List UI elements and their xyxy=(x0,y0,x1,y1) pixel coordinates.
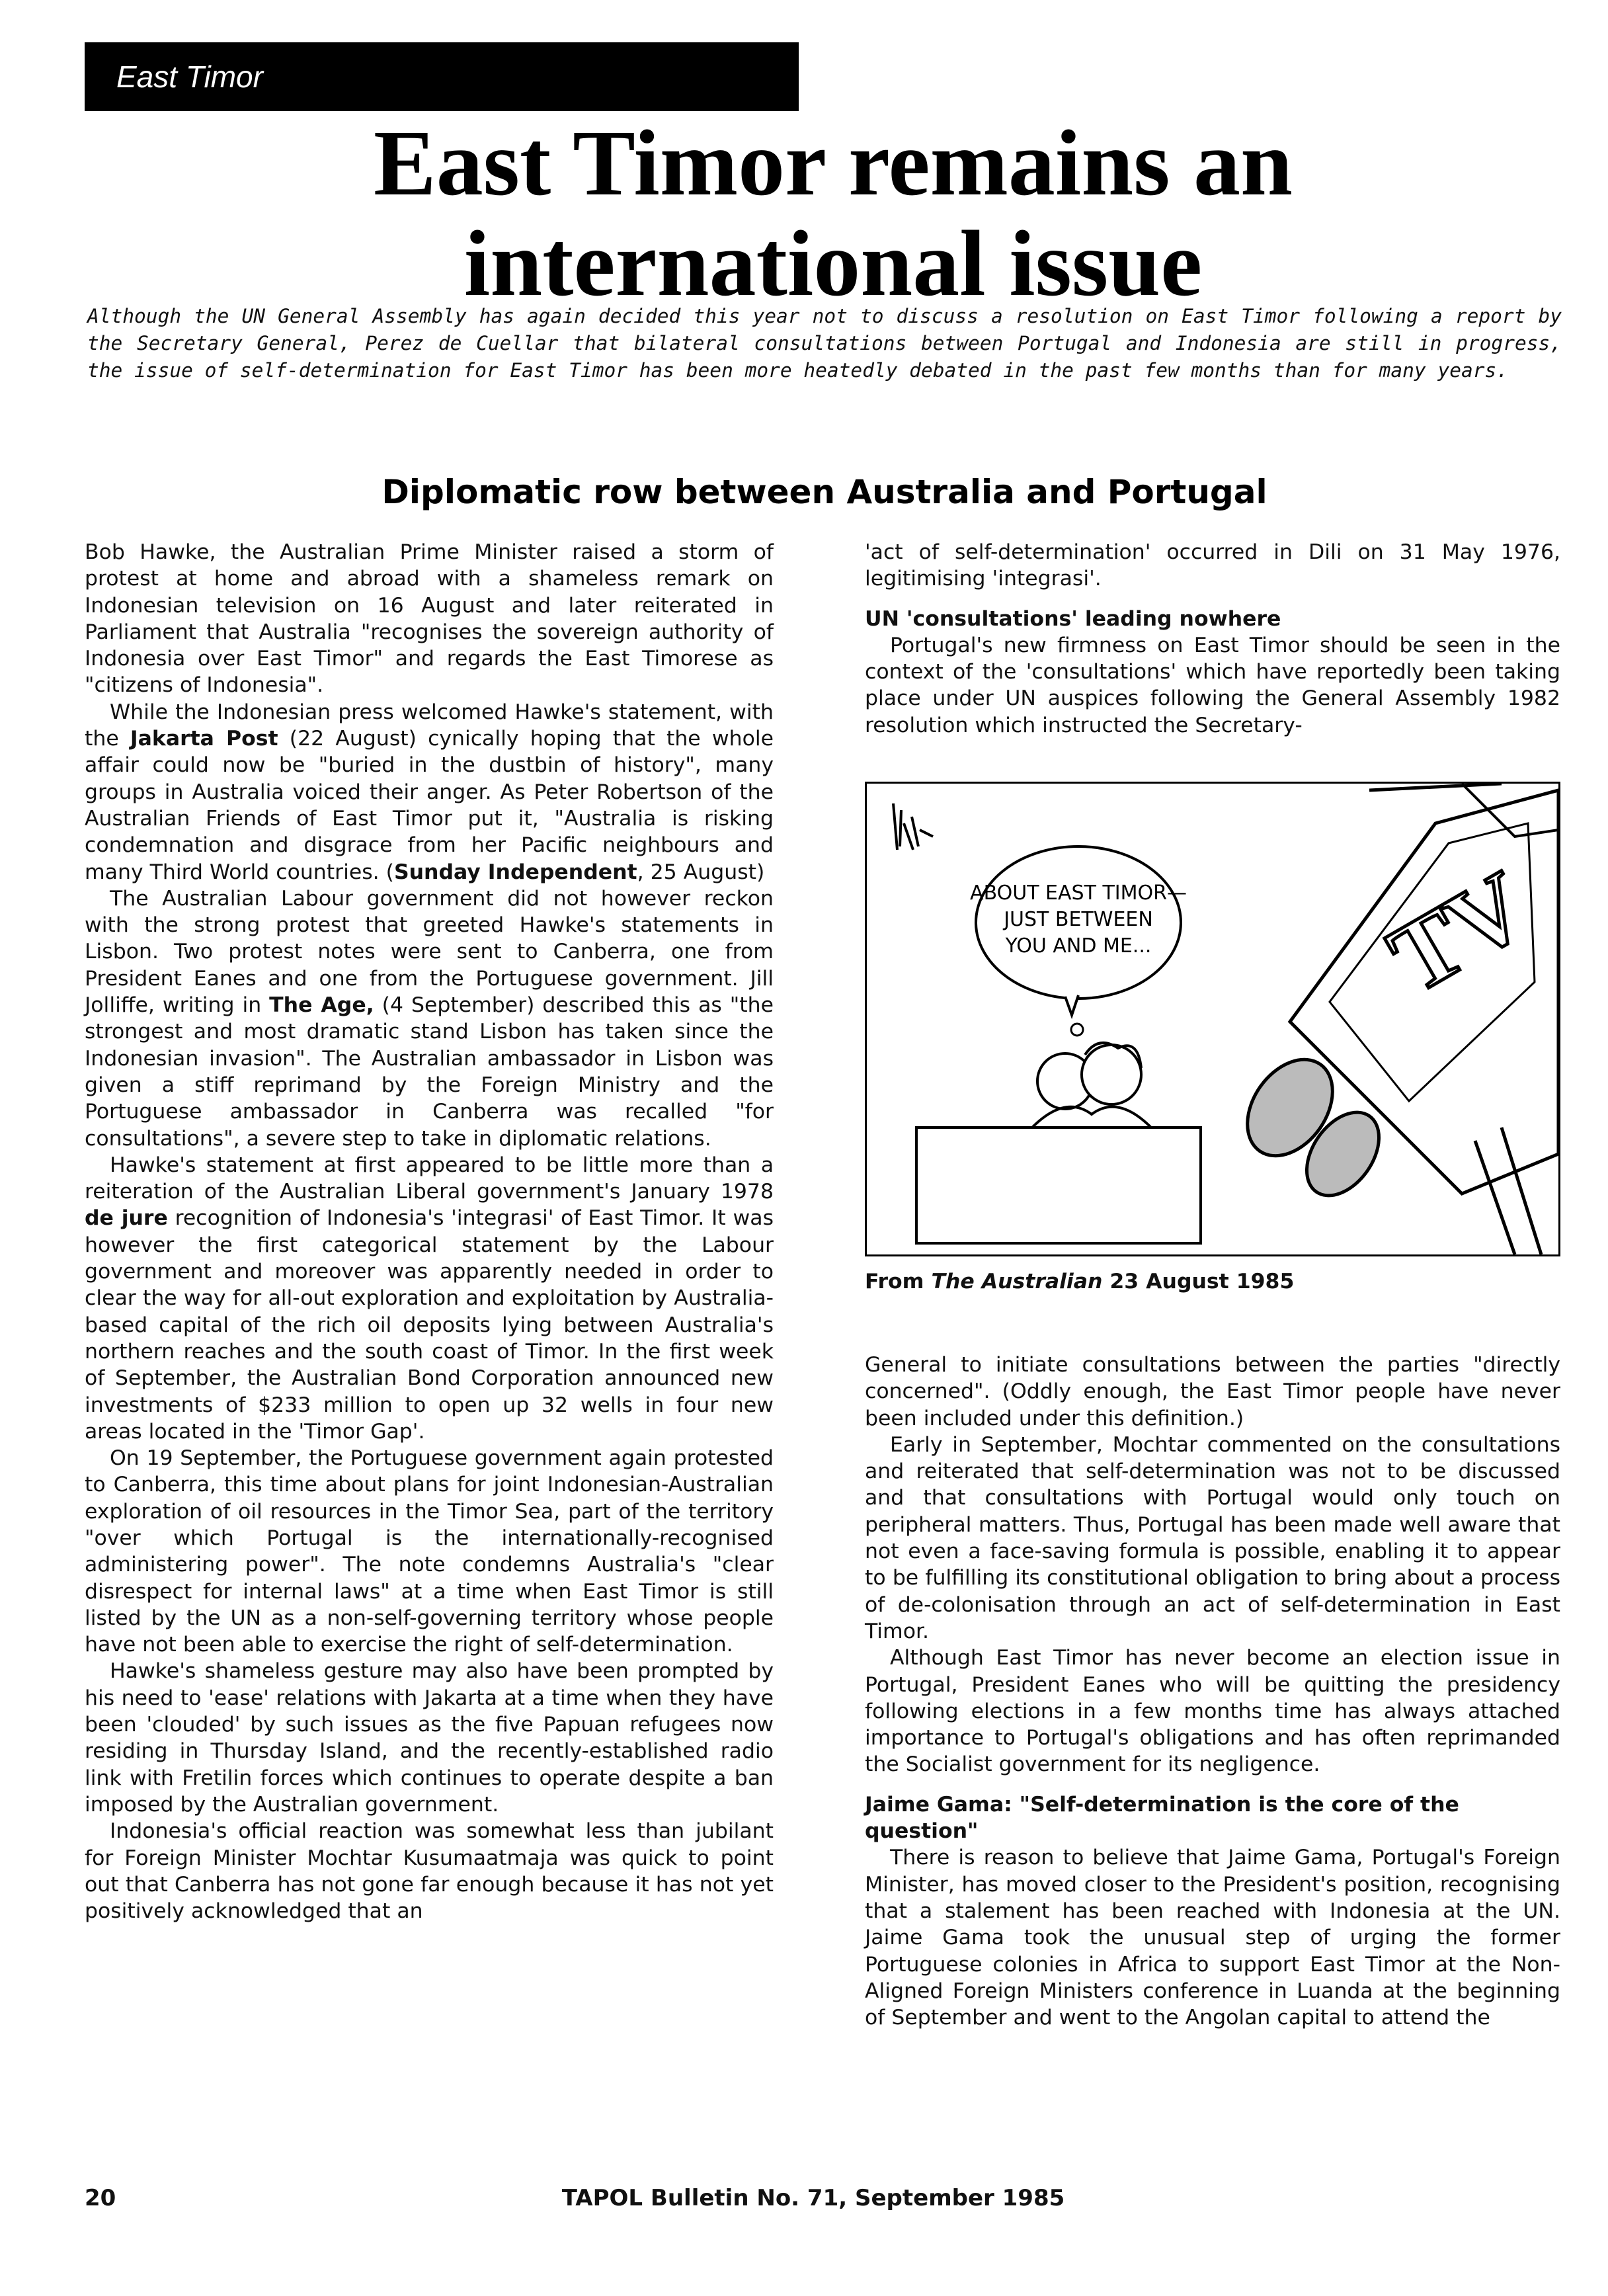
headline-line-2: international issue xyxy=(463,211,1203,315)
col2-paragraph-2: Portugal's new firmness on East Timor should be seen in the context of the 'consultations' which have reportedly been taking place under UN auspices following the General Assembly 1982 resolution which instructed the Secretary- xyxy=(865,633,1560,737)
col2-paragraph-4: Early in September, Mochtar commented on the consultations and reiterated that self-determination was not to be discussed and that consultations with Portugal would only touch on peripheral matters. Thus, Portugal has been made well aware that not even a face-saving formula is possible, enabling it to appear to be fulfilling its constitutional obligation to bring about a process of de-colonisation through an act of self-determination in East Timor. xyxy=(865,1432,1560,1643)
tv-camera xyxy=(1230,784,1558,1254)
publication-name: Jakarta Post xyxy=(130,727,278,751)
publication-name: The Age, xyxy=(269,993,374,1018)
caption-source: The Australian xyxy=(931,1270,1103,1293)
cartoon-desk xyxy=(916,1128,1201,1243)
headline-line-1: East Timor remains an xyxy=(374,110,1293,215)
page-number: 20 xyxy=(85,2185,116,2211)
speech-text-line-1: ABOUT EAST TIMOR— xyxy=(970,882,1187,905)
col1-paragraph-6: Hawke's shameless gesture may also have been prompted by his need to 'ease' relations with Jakarta at a time when they have been 'clouded' by such issues as the five Papuan refugees now residing in Thursday Island, and the recently-established radio link with Fretilin forces which continues to operate despite a ban imposed by the Australian government. xyxy=(85,1659,774,1817)
cartoon-caption: From The Australian 23 August 1985 xyxy=(865,1270,1295,1293)
cartoon-drawing xyxy=(867,784,1558,1254)
column-right-bottom xyxy=(865,1352,1560,2031)
artist-signature xyxy=(893,803,933,850)
speech-text-line-3: YOU AND ME... xyxy=(1005,934,1152,958)
col2-paragraph-5: Although East Timor has never become an election issue in Portugal, President Eanes who will be quitting the presidency following elections in a few months time has always attached importance to Portugal's obligations and has often reprimanded the Socialist government for its negligence. xyxy=(865,1646,1560,1777)
camera-tv-label: TV xyxy=(1371,850,1546,1014)
section-heading-jaime-gama: Jaime Gama: "Self-determination is the core of the question" xyxy=(865,1792,1459,1844)
section-tag: East Timor xyxy=(85,42,799,111)
col2-paragraph-3: General to initiate consultations between the parties "directly concerned". (Oddly enough, the East Timor people have never been included under this definition.) xyxy=(865,1353,1560,1430)
col1-paragraph-3: The Australian Labour government did not however reckon with the strong protest that greeted Hawke's statements in Lisbon. Two protest notes were sent to Canberra, one from President Eanes and one from the Portuguese government. Jill Jolliffe, writing in The Age, (4 September) described this as "the strongest and most dramatic stand Lisbon has taken since the Indonesian invasion". The Australian ambassador in Lisbon was given a stiff reprimand by the Foreign Ministry and the Portuguese ambassador in Canberra was recalled "for consultations", a severe step to take in diplomatic relations. xyxy=(85,886,774,1151)
publication-name: Sunday Independent xyxy=(393,860,637,884)
subhead: Diplomatic row between Australia and Portugal xyxy=(382,473,1267,511)
speech-bubble xyxy=(970,846,1187,1036)
col2-paragraph-6: There is reason to believe that Jaime Gama, Portugal's Foreign Minister, has moved closer to the President's position, recognising that a stalement has been reached with Indonesia at the UN. Jaime Gama took the unusual step of urging the former Portuguese colonies in Africa to support East Timor at the Non-Aligned Foreign Ministers conference in Luanda at the beginning of September and went to the Angolan capital to attend the xyxy=(865,1846,1560,2030)
cartoon-figures xyxy=(1032,1043,1151,1128)
column-right-top xyxy=(865,539,1560,739)
col2-paragraph-1: 'act of self-determination' occurred in Dili on 31 May 1976, legitimising 'integrasi'. xyxy=(865,540,1560,591)
headline xyxy=(278,112,1388,313)
col1-paragraph-1: Bob Hawke, the Australian Prime Minister raised a storm of protest at home and abroad with a shameless remark on Indonesian television on 16 August and later reiterated in Parliament that Australia "recognises the sovereign authority of Indonesia over East Timor" and regards the East Timorese as "citizens of Indonesia". xyxy=(85,540,774,698)
section-heading-consultations: UN 'consultations' leading nowhere xyxy=(865,606,1281,631)
editorial-cartoon xyxy=(865,782,1560,1256)
col1-paragraph-2: While the Indonesian press welcomed Hawke's statement, with the Jakarta Post (22 August) cynically hoping that the whole affair could now be "buried in the dustbin of history", many groups in Australia voiced their anger. As Peter Robertson of the Australian Friends of East Timor put it, "Australia is risking condemnation and disgrace from her Pacific neighbours and many Third World countries. (Sunday Independent, 25 August) xyxy=(85,700,774,884)
speech-text-line-2: JUST BETWEEN xyxy=(1004,908,1153,931)
col1-paragraph-7: Indonesia's official reaction was somewhat less than jubilant for Foreign Minister Mochtar Kusumaatmaja was quick to point out that Canberra has not gone far enough because it has not yet positively acknowledged that an xyxy=(85,1819,774,1924)
emphasis-term: de jure xyxy=(85,1206,168,1231)
col1-paragraph-5: On 19 September, the Portuguese government again protested to Canberra, this time about plans for joint Indonesian-Australian exploration of oil resources in the Timor Sea, part of the territory "over which Portugal is the internationally-recognised administering power". The note condemns Australia's "clear disrespect for internal laws" at a time when East Timor is still listed by the UN as a non-self-governing territory whose people have not been able to exercise the right of self-determination. xyxy=(85,1446,774,1657)
col1-paragraph-4: Hawke's statement at first appeared to be little more than a reiteration of the Australian Liberal government's January 1978 de jure recognition of Indonesia's 'integrasi' of East Timor. It was however the first categorical statement by the Labour government and moreover was apparently needed in order to clear the way for all-out exploration and exploitation by Australia-based capital of the rich oil deposits lying between Australia's northern reaches and the south coast of Timor. In the first week of September, the Australian Bond Corporation announced new investments of $233 million to open up 32 wells in four new areas located in the 'Timor Gap'. xyxy=(85,1153,774,1444)
publication-footer: TAPOL Bulletin No. 71, September 1985 xyxy=(561,2185,1065,2211)
deck-intro: Although the UN General Assembly has again decided this year not to discuss a resolution on East Timor following a report by the Secretary General, Perez de Cuellar that bilateral consultations between Portugal and Indonesia are still in progress, the issue of self-determination for East Timor has been more heatedly debated in the past few months than for many years. xyxy=(87,305,1562,382)
column-left xyxy=(85,539,774,1924)
